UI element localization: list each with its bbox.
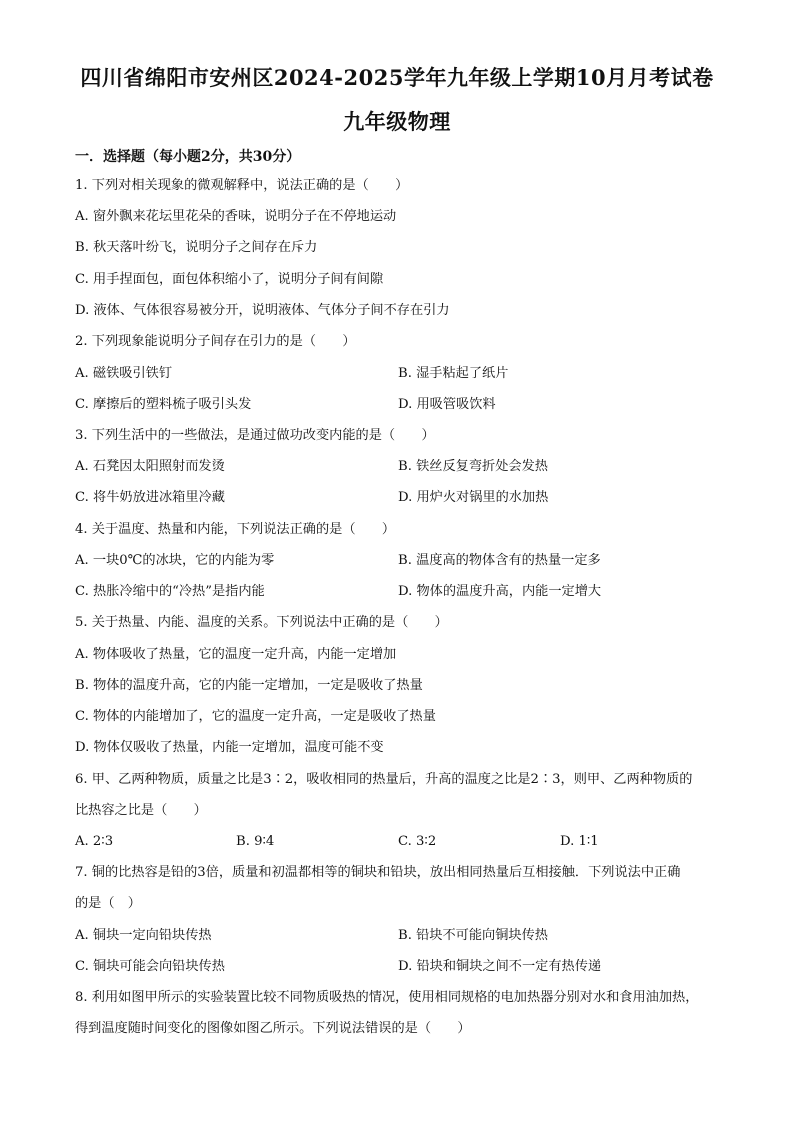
question-1-stem: 1. 下列对相关现象的微观解释中，说法正确的是（ ）	[75, 178, 409, 193]
question-6-option-d: D. 1∶1	[560, 834, 599, 849]
question-8-stem-continued: 得到温度随时间变化的图像如图乙所示。下列说法错误的是（ ）	[75, 1021, 471, 1036]
question-7-option-d: D. 铅块和铜块之间不一定有热传递	[398, 959, 602, 974]
question-3-stem: 3. 下列生活中的一些做法，是通过做功改变内能的是（ ）	[75, 428, 435, 443]
question-5-option-c: C. 物体的内能增加了，它的温度一定升高，一定是吸收了热量	[75, 709, 436, 724]
question-4-option-a: A. 一块0℃的冰块，它的内能为零	[75, 553, 275, 568]
question-6-option-a: A. 2∶3	[75, 834, 114, 849]
question-1-option-a: A. 窗外飘来花坛里花朵的香味，说明分子在不停地运动	[75, 209, 397, 224]
question-4-option-b: B. 温度高的物体含有的热量一定多	[398, 553, 601, 568]
question-1-option-b: B. 秋天落叶纷飞，说明分子之间存在斥力	[75, 240, 318, 255]
question-3-option-a: A. 石凳因太阳照射而发烫	[75, 459, 225, 474]
question-5-option-b: B. 物体的温度升高，它的内能一定增加，一定是吸收了热量	[75, 678, 423, 693]
question-7-option-c: C. 铜块可能会向铅块传热	[75, 959, 225, 974]
question-7-option-a: A. 铜块一定向铅块传热	[75, 928, 212, 943]
section-heading: 一．选择题（每小题2分，共30分）	[75, 149, 301, 165]
question-3-option-d: D. 用炉火对锅里的水加热	[398, 490, 549, 505]
question-7-stem-continued: 的是（ ）	[75, 896, 141, 911]
question-6-option-b: B. 9∶4	[236, 834, 275, 849]
exam-title: 四川省绵阳市安州区2024-2025学年九年级上学期10月月考试卷	[80, 65, 714, 90]
question-7-stem: 7. 铜的比热容是铅的3倍，质量和初温都相等的铜块和铅块，放出相同热量后互相接触．下列说法中正确	[75, 865, 681, 880]
question-5-option-d: D. 物体仅吸收了热量，内能一定增加，温度可能不变	[75, 740, 384, 755]
question-2-stem: 2. 下列现象能说明分子间存在引力的是（ ）	[75, 334, 356, 349]
question-1-option-c: C. 用手捏面包，面包体积缩小了，说明分子间有间隙	[75, 272, 384, 287]
question-4-option-d: D. 物体的温度升高，内能一定增大	[398, 584, 602, 599]
question-5-stem: 5. 关于热量、内能、温度的关系。下列说法中正确的是（ ）	[75, 615, 448, 630]
question-6-stem-continued: 比热容之比是（ ）	[75, 803, 207, 818]
exam-subtitle: 九年级物理	[343, 109, 451, 134]
question-4-option-c: C. 热胀冷缩中的“冷热”是指内能	[75, 584, 265, 599]
question-4-stem: 4. 关于温度、热量和内能，下列说法正确的是（ ）	[75, 522, 396, 537]
question-6-stem: 6. 甲、乙两种物质，质量之比是3∶2，吸收相同的热量后，升高的温度之比是2∶3，则甲、乙两种物质的	[75, 772, 693, 787]
question-2-option-c: C. 摩擦后的塑料梳子吸引头发	[75, 397, 252, 412]
question-2-option-d: D. 用吸管吸饮料	[398, 397, 496, 412]
question-3-option-c: C. 将牛奶放进冰箱里冷藏	[75, 490, 225, 505]
question-1-option-d: D. 液体、气体很容易被分开，说明液体、气体分子间不存在引力	[75, 303, 450, 318]
question-6-option-c: C. 3∶2	[398, 834, 437, 849]
question-3-option-b: B. 铁丝反复弯折处会发热	[398, 459, 548, 474]
question-2-option-a: A. 磁铁吸引铁钉	[75, 366, 173, 381]
question-5-option-a: A. 物体吸收了热量，它的温度一定升高，内能一定增加	[75, 647, 397, 662]
question-8-stem: 8. 利用如图甲所示的实验装置比较不同物质吸热的情况，使用相同规格的电加热器分别对水和食用油加热，	[75, 990, 699, 1005]
question-2-option-b: B. 湿手粘起了纸片	[398, 366, 509, 381]
question-7-option-b: B. 铅块不可能向铜块传热	[398, 928, 548, 943]
